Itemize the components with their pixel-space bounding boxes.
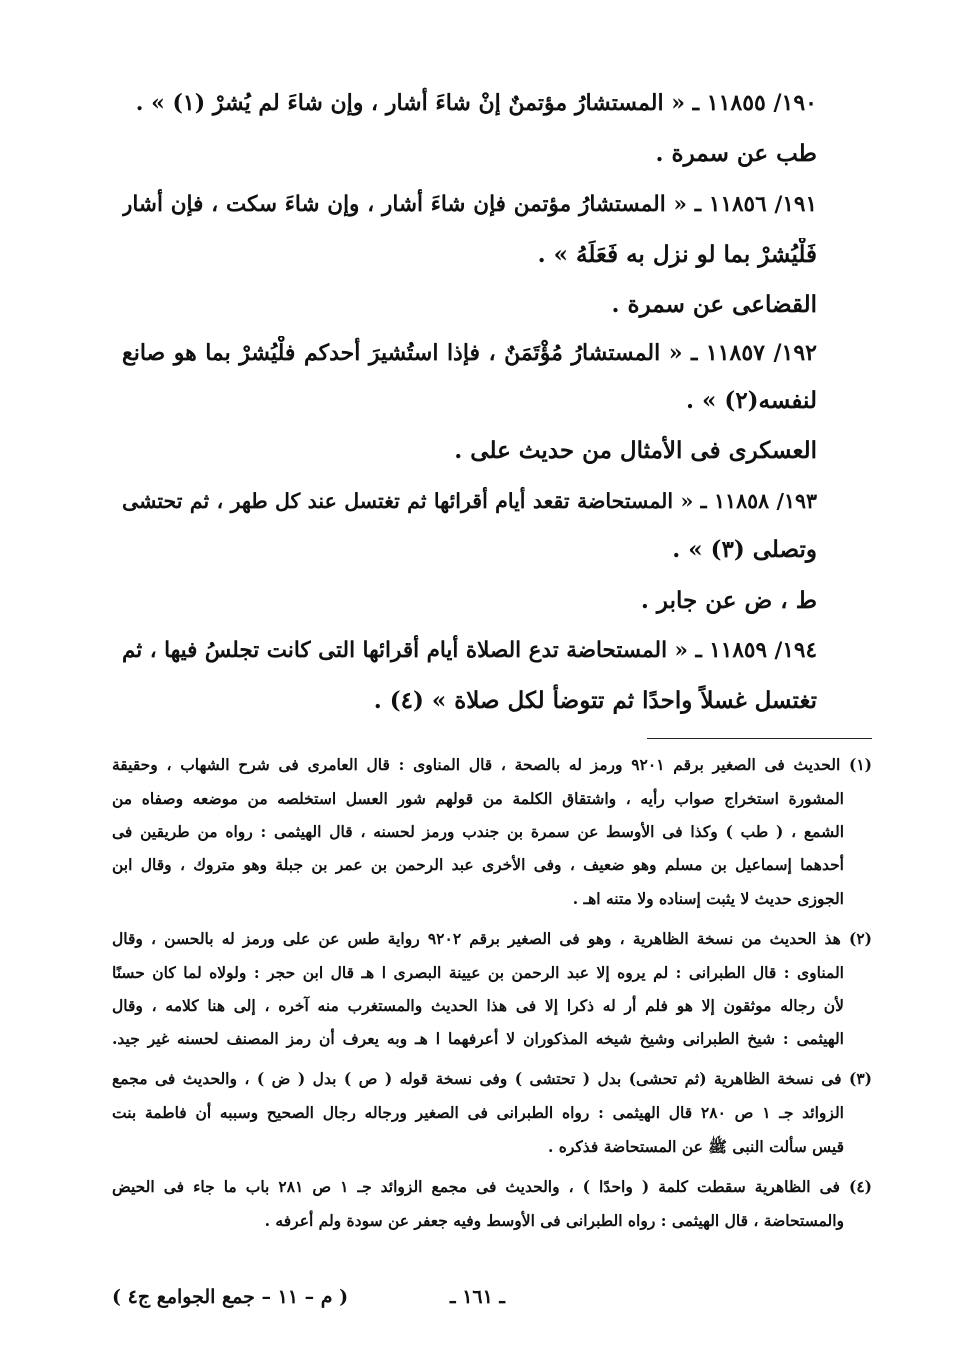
footnote-2-line-3: لأن رجاله موثقون إلا هو فلم أر له ذكرا إلا فى هذا الحديث والمستغرب منه آخره ، إلى هنا كلامه ، وقال bbox=[112, 996, 844, 1015]
footnote-2-line-4: الهيثمى : شيخ الطبرانى وشيخ شيخه المذكوران لا أعرفهما ا هـ وبه يعرف أن رمز المصنف لحسنه غير جيد. bbox=[112, 1029, 844, 1048]
source-192: العسكرى فى الأمثال من حديث على . bbox=[454, 437, 817, 464]
footnote-separator bbox=[647, 738, 872, 739]
footnote-1-line-4: أحدهما إسماعيل بن مسلم وهو ضعيف ، وفى الأخرى عبد الرحمن بن عمر بن جبلة وهو متروك ، وقال ابن bbox=[112, 855, 844, 874]
hadith-191-line-2: فَلْيُشرْ بما لو نزل به فَعَلَهُ » . bbox=[537, 241, 817, 268]
footnote-2-line-2: المناوى : قال الطبرانى : لم يروه إلا عبد الرحمن بن عيينة البصرى ا هـ قال ابن حجر : ولولاه لما كان حسنًا bbox=[112, 963, 844, 982]
footnote-1-line-5: الجوزى حديث لا يثبت إسناده ولا متنه اهـ . bbox=[572, 889, 844, 908]
footnote-1-line-3: الشمع ، ( طب ) وكذا فى الأوسط عن سمرة بن جندب ورمز لحسنه ، قال الهيثمى : رواه من طريقين فى bbox=[112, 822, 844, 841]
footnote-3-line-1: (٣) فى نسخة الظاهرية (ثم تحشى) بدل ( تحتشى ) وفى نسخة قوله ( ص ) بدل ( ض ) ، والحديث فى مجمع bbox=[112, 1069, 872, 1088]
hadith-190-line-1: ١٩٠/ ١١٨٥٥ ـ « المستشارُ مؤتمنٌ إنْ شاءَ أشار ، وإن شاءَ لم يُشرْ (١) » . bbox=[135, 90, 817, 116]
footnote-2-line-1: (٢) هذ الحديث من نسخة الظاهرية ، وهو فى الصغير برقم ٩٢٠٢ رواية طس عن على ورمز له بالحسن ، وقال bbox=[112, 929, 872, 948]
footnote-4-line-2: والمستحاضة ، قال الهيثمى : رواه الطبرانى فى الأوسط وفيه جعفر عن سودة ولم أعرفه . bbox=[264, 1211, 844, 1230]
source-193: ط ، ض عن جابر . bbox=[640, 587, 817, 614]
footnote-1-line-1: (١) الحديث فى الصغير برقم ٩٢٠١ ورمز له بالصحة ، قال المناوى : قال العامرى فى شرح الشهاب ، وحقيقة bbox=[112, 755, 872, 774]
hadith-193-line-2: وتصلى (٣) » . bbox=[672, 536, 817, 563]
footnote-1-line-2: المشورة استخراج صواب رأيه ، واشتقاق الكلمة من قولهم شور العسل استخلصه من موضعه وصفاه من bbox=[112, 789, 844, 808]
source-190: طب عن سمرة . bbox=[655, 140, 817, 167]
page-number: ـ ١٦١ ـ bbox=[450, 1286, 505, 1308]
hadith-193-line-1: ١٩٣/ ١١٨٥٨ ـ « المستحاضة تقعد أيام أقرائها ثم تغتسل عند كل طهر ، ثم تحتشى bbox=[122, 489, 817, 513]
hadith-194-line-2: تغتسل غسلاً واحدًا ثم تتوضأ لكل صلاة » (٤) . bbox=[373, 687, 817, 714]
volume-signature: ( م – ١١ – جمع الجوامع ج٤ ) bbox=[112, 1286, 349, 1308]
hadith-192-line-1: ١٩٢/ ١١٨٥٧ ـ « المستشارُ مُؤْتَمَنٌ ، فإذا استُشيرَ أحدكم فلْيُشرْ بما هو صانع bbox=[122, 340, 817, 366]
footnote-4-line-1: (٤) فى الظاهرية سقطت كلمة ( واحدًا ) ، والحديث فى مجمع الزوائد جـ ١ ص ٢٨١ باب ما جاء فى الحيض bbox=[112, 1177, 872, 1196]
footnote-3-line-2: الزوائد جـ ١ ص ٢٨٠ قال الهيثمى : رواه الطبرانى فى الصغير ورجاله رجال الصحيح وسببه أن فاطمة بنت bbox=[112, 1103, 844, 1122]
hadith-194-line-1: ١٩٤/ ١١٨٥٩ ـ « المستحاضة تدع الصلاة أيام أقرائها التى كانت تجلسُ فيها ، ثم bbox=[122, 638, 817, 663]
footnote-3-line-3: قيس سألت النبى ﷺ عن المستحاضة فذكره . bbox=[547, 1137, 844, 1156]
source-191: القضاعى عن سمرة . bbox=[611, 291, 817, 318]
hadith-192-line-2: لنفسه(٢) » . bbox=[686, 387, 817, 414]
hadith-191-line-1: ١٩١/ ١١٨٥٦ ـ « المستشارُ مؤتمن فإن شاءَ أشار ، وإن شاءَ سكت ، فإن أشار bbox=[122, 192, 817, 217]
